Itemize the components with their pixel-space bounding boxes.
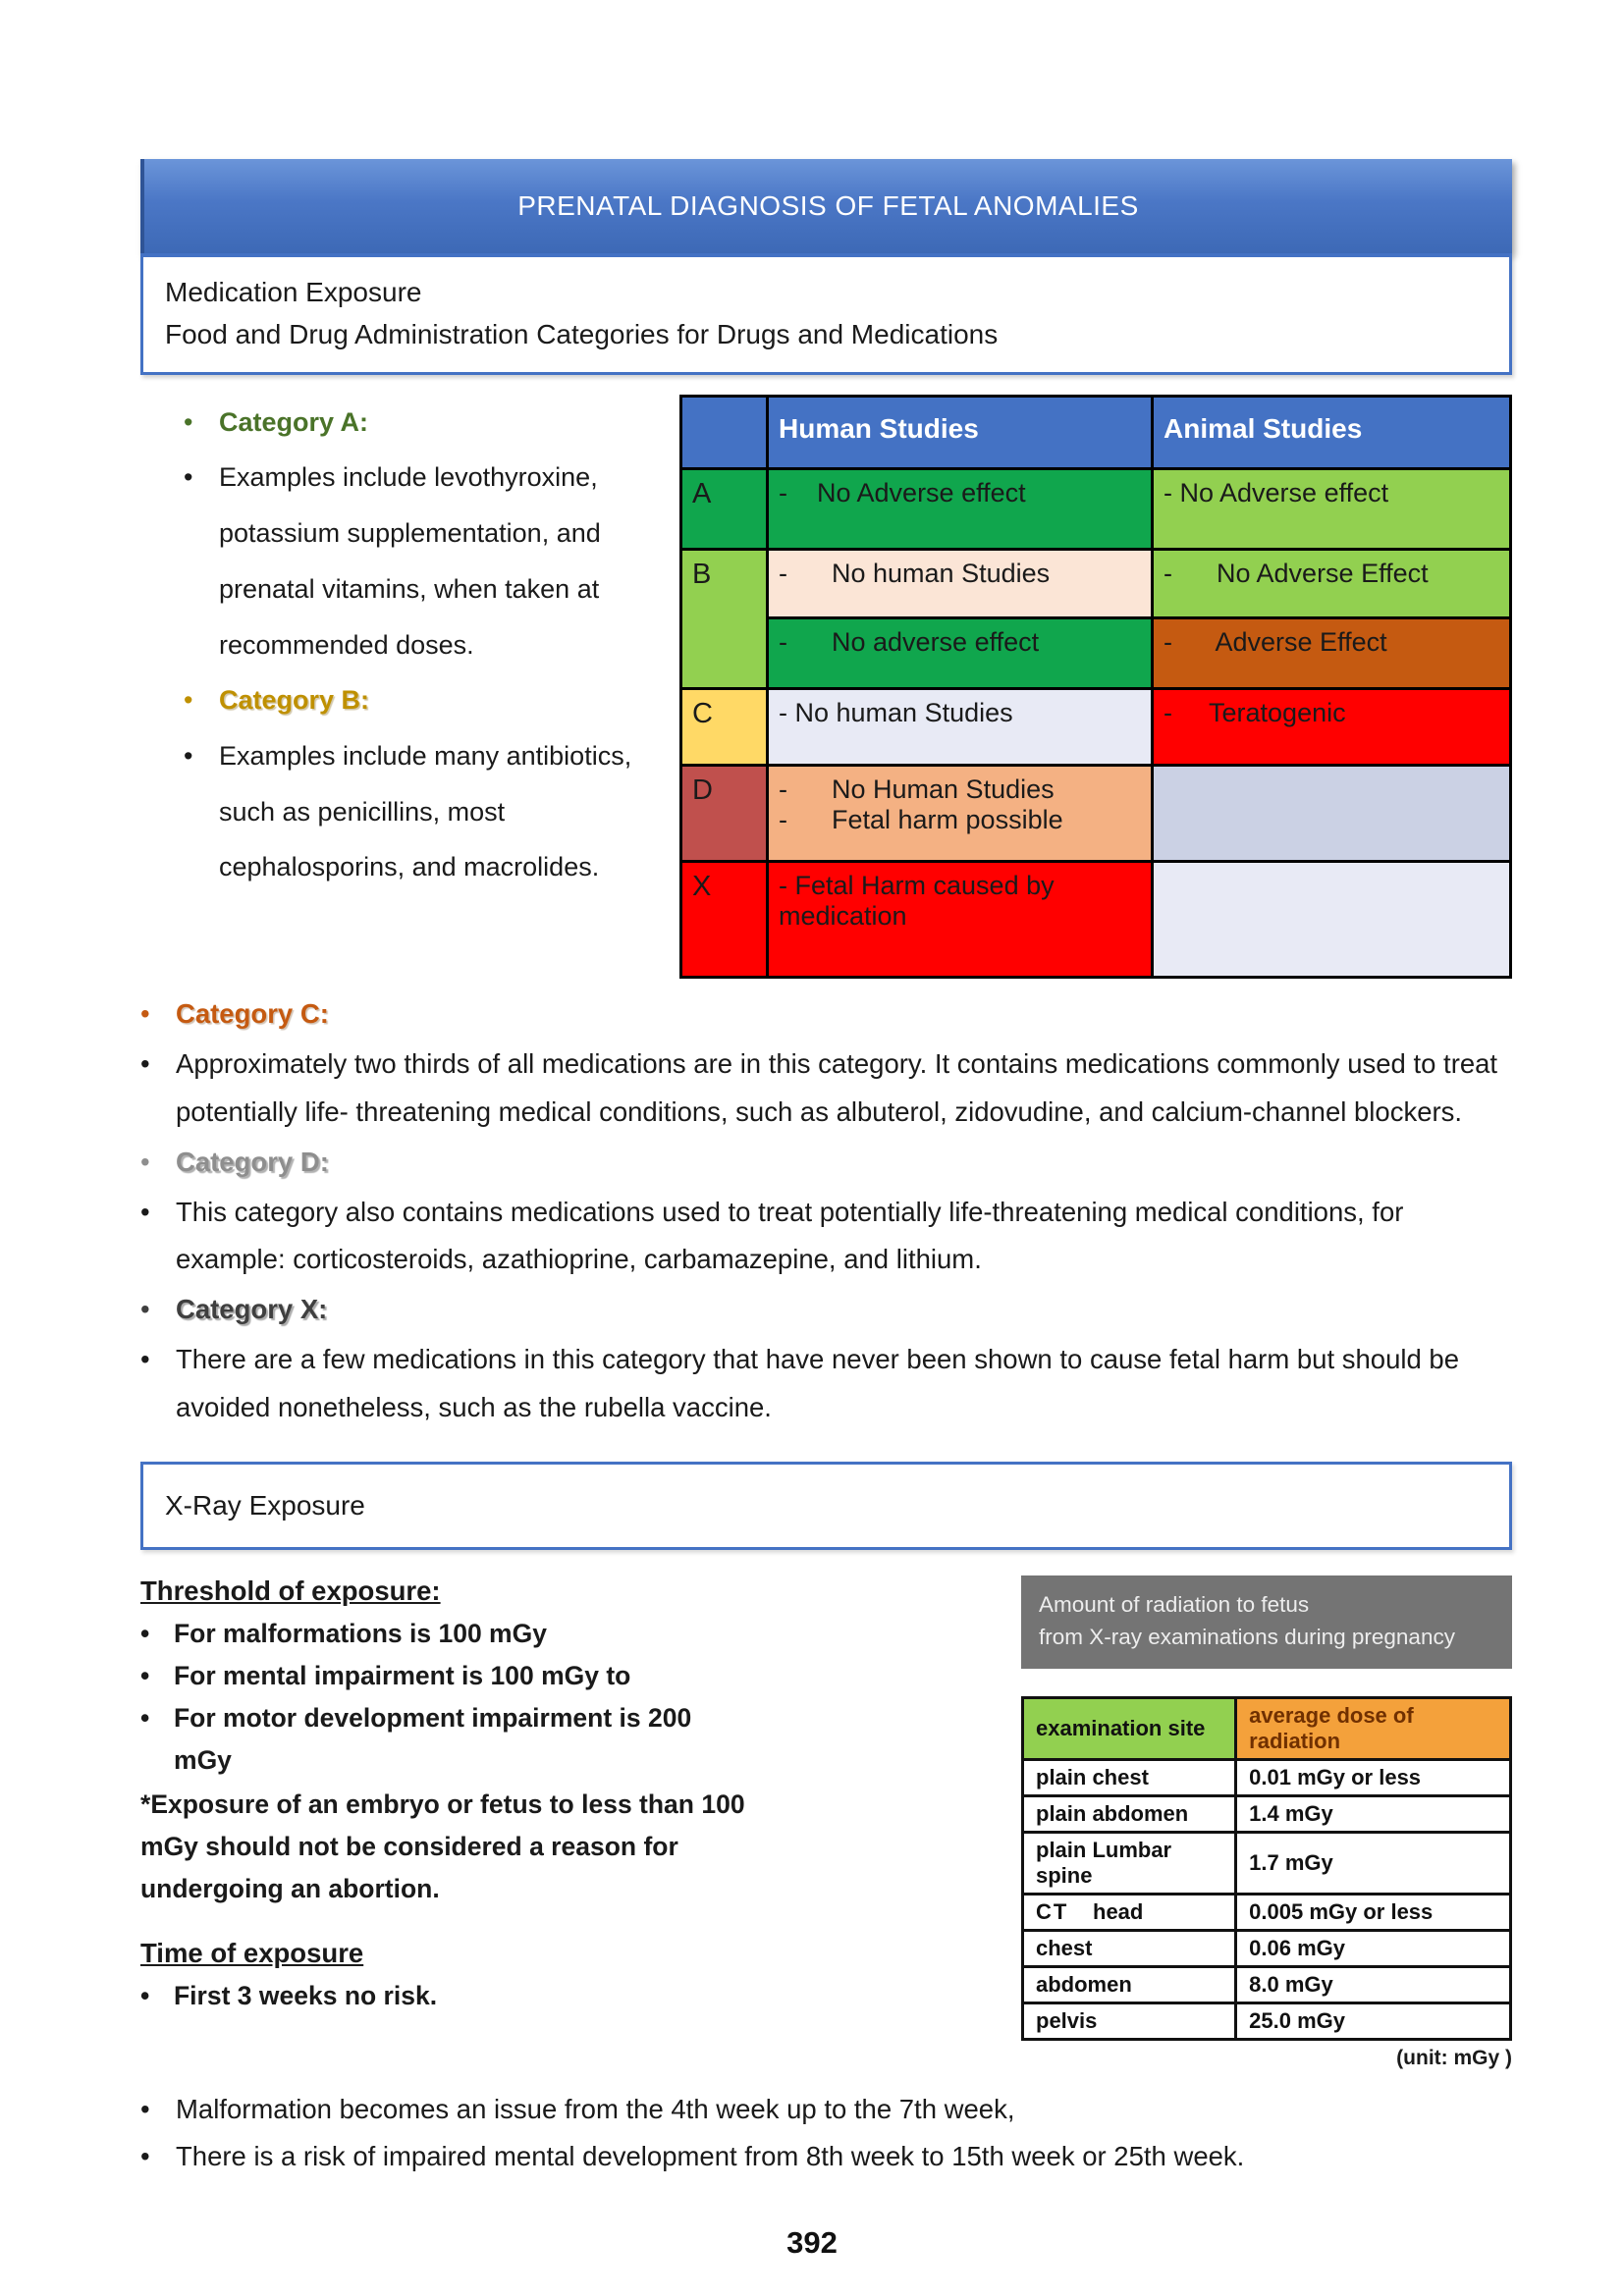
time-bullet-3-text: There is a risk of impaired mental development from 8th week to 15th week or 25th week. xyxy=(176,2140,1245,2171)
fda-row-x xyxy=(681,861,1511,977)
radiation-row xyxy=(1023,1833,1511,1895)
site-plain-abdomen: plain abdomen xyxy=(1023,1796,1236,1833)
dose-ct-pelvis: 25.0 mGy xyxy=(1236,2003,1511,2040)
radiation-note-box xyxy=(1021,1575,1512,1669)
category-c-text: Approximately two thirds of all medications are in this category. It contains medications commonly used to treat potentially life- threatening medical conditions, such as albuterol, zidovudine, and calcium-channel blockers. xyxy=(176,1047,1498,1127)
xray-header-title: X-Ray Exposure xyxy=(165,1490,365,1522)
bullet-icon: • xyxy=(184,462,193,493)
site-ct-head xyxy=(1023,1895,1236,1931)
category-a-text: Examples include levothyroxine, potassium supplementation, and prenatal vitamins, when taken at recommended doses. xyxy=(219,462,601,660)
category-d-text: This category also contains medications used to treat potentially life-threatening medical conditions, for example: corticosteroids, azathioprine, carbamazepine, and lithium. xyxy=(176,1196,1404,1275)
bullet-icon: • xyxy=(140,2140,150,2171)
site-ct-pelvis: pelvis xyxy=(1023,2003,1236,2040)
category-x-label: Category X: xyxy=(176,1294,328,1325)
category-c-label: Category C: xyxy=(176,997,329,1029)
bullet-icon: • xyxy=(140,1196,150,1227)
bullet-icon: • xyxy=(140,1047,150,1079)
page-number: 392 xyxy=(786,2225,838,2260)
xray-table-column xyxy=(1021,1575,1512,2070)
fda-letter-a: A xyxy=(681,468,768,549)
radiation-row xyxy=(1023,1967,1511,2003)
threshold-note: *Exposure of an embryo or fetus to less than 100 mGy should not be considered a reason for undergoing an abortion. xyxy=(140,1789,745,1903)
medication-header-box xyxy=(140,253,1512,375)
radiation-row xyxy=(1023,1760,1511,1796)
fda-c-animal: - Teratogenic xyxy=(1153,688,1511,765)
time-bullet-3 xyxy=(140,2133,1512,2179)
radiation-row xyxy=(1023,1895,1511,1931)
xray-section xyxy=(140,1575,1512,2070)
threshold-bullet-3 xyxy=(140,1697,749,1782)
bullet-icon: • xyxy=(140,997,150,1029)
time-bullet-2-text: Malformation becomes an issue from the 4th week up to the 7th week, xyxy=(176,2094,1015,2125)
radiation-row xyxy=(1023,1931,1511,1967)
site-plain-lumbar-spine: plain Lumbar spine xyxy=(1023,1833,1236,1895)
ct-prefix: CT xyxy=(1036,1899,1069,1925)
radiation-col-site: examination site xyxy=(1023,1698,1236,1760)
threshold-heading: Threshold of exposure: xyxy=(140,1575,441,1607)
time-bullets-tail xyxy=(140,2086,1512,2179)
bullet-icon: • xyxy=(184,685,193,716)
time-heading: Time of exposure xyxy=(140,1937,364,1968)
bullet-icon: • xyxy=(184,406,193,437)
category-d-label: Category D: xyxy=(176,1146,329,1177)
bullet-icon: • xyxy=(140,1980,150,2010)
bullet-category-d-text xyxy=(140,1189,1512,1285)
page-title: PRENATAL DIAGNOSIS OF FETAL ANOMALIES xyxy=(517,190,1139,221)
category-b-label: Category B: xyxy=(219,685,370,716)
bullet-category-x-label xyxy=(140,1286,1512,1334)
bullet-category-a-text xyxy=(184,450,679,672)
radiation-row xyxy=(1023,1796,1511,1833)
category-ab-bullets xyxy=(140,395,679,979)
fda-row-a xyxy=(681,468,1511,549)
fda-a-animal: - No Adverse effect xyxy=(1153,468,1511,549)
fda-letter-x: X xyxy=(681,861,768,977)
time-bullet-1 xyxy=(140,1975,749,2017)
fda-categories-table xyxy=(679,395,1512,979)
fda-c-human: - No human Studies xyxy=(768,688,1153,765)
time-bullet-1-text: First 3 weeks no risk. xyxy=(174,1980,438,2010)
slide-title-banner xyxy=(140,159,1512,253)
dose-ct-chest: 0.06 mGy xyxy=(1236,1931,1511,1967)
threshold-bullet-2-text: For mental impairment is 100 mGy to xyxy=(174,1661,631,1691)
fda-corner-cell xyxy=(681,396,768,468)
bullet-category-d-label xyxy=(140,1139,1512,1187)
bullet-icon: • xyxy=(140,1619,150,1649)
fda-d-animal xyxy=(1153,765,1511,861)
dose-ct-head: 0.005 mGy or less xyxy=(1236,1895,1511,1931)
fda-letter-d: D xyxy=(681,765,768,861)
site-ct-abdomen: abdomen xyxy=(1023,1967,1236,2003)
xray-header-box xyxy=(140,1462,1512,1550)
threshold-bullet-2 xyxy=(140,1655,749,1697)
radiation-row xyxy=(1023,2003,1511,2040)
radiation-note-line2: from X-ray examinations during pregnancy xyxy=(1039,1624,1455,1649)
category-a-label: Category A: xyxy=(219,406,369,437)
fda-d-human-line2: - Fetal harm possible xyxy=(779,804,1063,834)
fda-header-row xyxy=(681,396,1511,468)
fda-row-b1 xyxy=(681,549,1511,617)
time-bullet-2 xyxy=(140,2086,1512,2132)
bullet-icon: • xyxy=(140,1344,150,1375)
dose-plain-lumbar-spine: 1.7 mGy xyxy=(1236,1833,1511,1895)
radiation-note-line1: Amount of radiation to fetus xyxy=(1039,1592,1310,1618)
medication-header-line2: Food and Drug Administration Categories for Drugs and Medications xyxy=(165,319,999,350)
medication-header-line1: Medication Exposure xyxy=(165,277,422,307)
bullet-category-c-text xyxy=(140,1041,1512,1137)
radiation-col-dose: average dose of radiation xyxy=(1236,1698,1511,1760)
category-cdx-bullets xyxy=(140,990,1512,1432)
fda-b-animal-1: - No Adverse Effect xyxy=(1153,549,1511,617)
unit-caption: (unit: mGy ) xyxy=(1396,2047,1512,2070)
dose-plain-abdomen: 1.4 mGy xyxy=(1236,1796,1511,1833)
fda-col-human-studies: Human Studies xyxy=(768,396,1153,468)
bullet-icon: • xyxy=(140,1146,150,1177)
fda-d-human xyxy=(768,765,1153,861)
bullet-icon: • xyxy=(140,2094,150,2125)
bullet-category-x-text xyxy=(140,1336,1512,1432)
threshold-bullet-1 xyxy=(140,1613,749,1655)
bullet-icon: • xyxy=(140,1661,150,1691)
fda-row-b2 xyxy=(681,617,1511,688)
dose-ct-abdomen: 8.0 mGy xyxy=(1236,1967,1511,2003)
fda-x-human: - Fetal Harm caused by medication xyxy=(768,861,1153,977)
medication-section xyxy=(140,395,1512,979)
fda-row-d xyxy=(681,765,1511,861)
fda-row-c xyxy=(681,688,1511,765)
bullet-category-b-text xyxy=(184,728,679,895)
fda-b-human-2: - No adverse effect xyxy=(768,617,1153,688)
category-x-text: There are a few medications in this category that have never been shown to cause fetal harm but should be avoided nonetheless, such as the rubella vaccine. xyxy=(176,1344,1460,1423)
fda-letter-b: B xyxy=(681,549,768,688)
threshold-bullet-3-text: For motor development impairment is 200 mGy xyxy=(174,1703,692,1775)
radiation-dose-table xyxy=(1021,1696,1512,2041)
site-ct-chest: chest xyxy=(1023,1931,1236,1967)
ct-head-label: head xyxy=(1093,1899,1144,1925)
fda-x-animal xyxy=(1153,861,1511,977)
bullet-icon: • xyxy=(140,1703,150,1734)
fda-a-human: - No Adverse effect xyxy=(768,468,1153,549)
fda-letter-c: C xyxy=(681,688,768,765)
xray-threshold-column xyxy=(140,1575,749,2070)
bullet-category-c-label xyxy=(140,990,1512,1039)
fda-b-human-1: - No human Studies xyxy=(768,549,1153,617)
dose-plain-chest: 0.01 mGy or less xyxy=(1236,1760,1511,1796)
radiation-header-row xyxy=(1023,1698,1511,1760)
fda-d-human-line1: - No Human Studies xyxy=(779,774,1055,804)
fda-col-animal-studies: Animal Studies xyxy=(1153,396,1511,468)
category-b-text: Examples include many antibiotics, such as penicillins, most cephalosporins, and macrolides. xyxy=(219,740,632,882)
site-plain-chest: plain chest xyxy=(1023,1760,1236,1796)
bullet-category-b-label xyxy=(184,672,679,728)
fda-b-animal-2: - Adverse Effect xyxy=(1153,617,1511,688)
bullet-icon: • xyxy=(184,740,193,771)
threshold-bullet-1-text: For malformations is 100 mGy xyxy=(174,1619,547,1649)
bullet-category-a-label xyxy=(184,395,679,451)
bullet-icon: • xyxy=(140,1294,150,1325)
